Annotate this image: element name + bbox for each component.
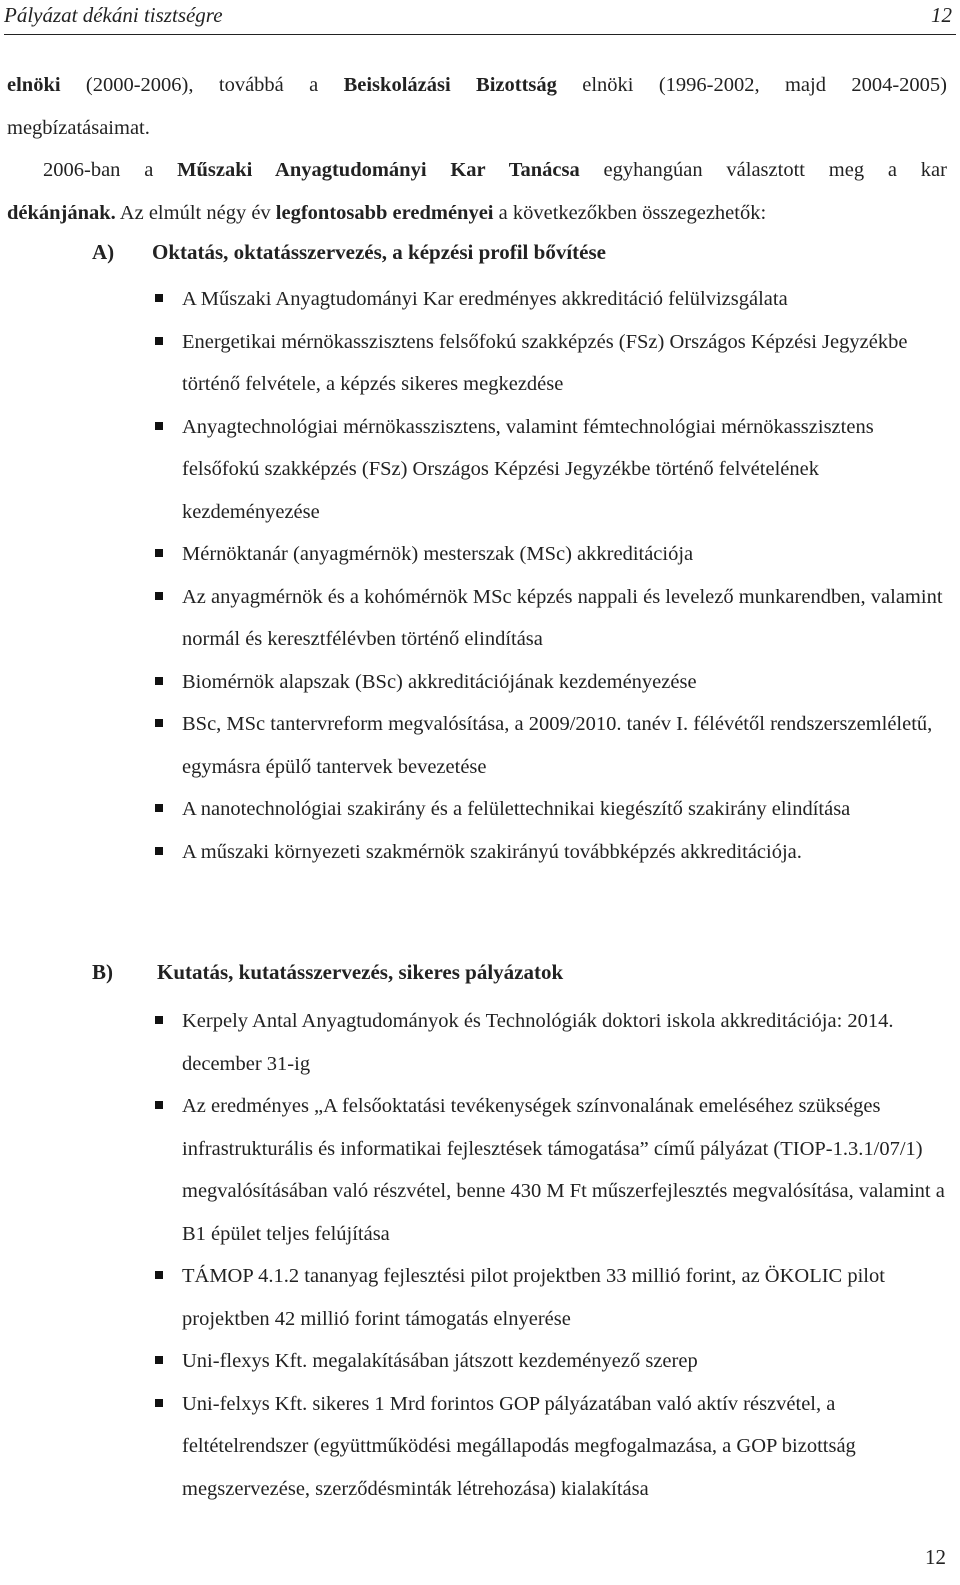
list-item-text: Energetikai mérnökasszisztens felsőfokú szakképzés (FSz) Országos Képzési Jegyzékbe történő felvétele, a képzés sikeres megkezdése [182, 330, 908, 395]
bullet-icon [155, 592, 163, 600]
bold-term: Műszaki Anyagtudományi Kar Tanácsa [177, 159, 580, 181]
list-item [152, 576, 952, 661]
bullet-icon [155, 1271, 163, 1279]
text-run: a következőkben összegezhetők: [493, 201, 767, 224]
footer-page-number: 12 [925, 1545, 946, 1569]
bold-term: legfontosabb eredményei [275, 201, 494, 224]
bold-term: Beiskolázási Bizottság [343, 74, 557, 96]
list-item-text: Biomérnök alapszak (BSc) akkreditációjának kezdeményezése [182, 670, 697, 693]
list-item-text: Anyagtechnológiai mérnökasszisztens, valamint fémtechnológiai mérnökasszisztens felsőfokú szakképzés (FSz) Országos Képzési Jegyzékbe történő felvételének kezdeményezése [182, 415, 874, 523]
list-item-text: A Műszaki Anyagtudományi Kar eredményes akkreditáció felülvizsgálata [182, 288, 788, 310]
bullet-icon [155, 847, 163, 855]
section-b-list [152, 1000, 952, 1510]
bullet-icon [155, 1356, 163, 1364]
list-item-text: Kerpely Antal Anyagtudományok és Technológiák doktori iskola akkreditációja: 2014. december 31-ig [182, 1010, 894, 1075]
intro-paragraph-1 [7, 64, 947, 149]
section-a-title: Oktatás, oktatásszervezés, a képzési profil bővítése [152, 240, 606, 264]
text-run: elnöki (1996-2002, majd 2004-2005) [556, 74, 947, 96]
section-a-list [152, 278, 952, 873]
list-item-text: A nanotechnológiai szakirány és a felülettechnikai kiegészítő szakirány elindítása [182, 798, 851, 820]
bullet-icon [155, 294, 163, 302]
intro-line [7, 149, 947, 192]
list-item-text: BSc, MSc tantervreform megvalósítása, a 2009/2010. tanév I. félévétől rendszerszemléletű, egymásra épülő tantervek bevezetése [182, 713, 933, 778]
bullet-icon [155, 719, 163, 727]
list-item [152, 1255, 952, 1340]
intro-line [7, 64, 947, 107]
list-item-text: A műszaki környezeti szakmérnök szakirányú továbbképzés akkreditációja. [182, 840, 802, 863]
list-item [152, 533, 952, 576]
intro-paragraph-2 [7, 149, 947, 234]
list-item-text: Az eredményes „A felsőoktatási tevékenységek színvonalának emeléséhez szükséges infrastrukturális és informatikai fejlesztések támogatása” című pályázat (TIOP-1.3.1/07/1) megvalósításában való részvétel, benne 430 M Ft műszerfejlesztés megvalósítása, valamint a B1 épület teljes felújítása [182, 1095, 945, 1245]
header-title: Pályázat dékáni tisztségre [4, 3, 223, 27]
section-b-title: Kutatás, kutatásszervezés, sikeres pályázatok [157, 960, 564, 984]
list-item [152, 1340, 952, 1383]
bold-term: elnöki [7, 74, 61, 96]
bullet-icon [155, 422, 163, 430]
running-header [4, 0, 956, 35]
list-item-text: TÁMOP 4.1.2 tananyag fejlesztési pilot projektben 33 millió forint, az ÖKOLIC pilot projektben 42 millió forint támogatás elnyerése [182, 1265, 885, 1330]
list-item [152, 1383, 952, 1511]
bullet-icon [155, 677, 163, 685]
list-item-text: Uni-felxys Kft. sikeres 1 Mrd forintos GOP pályázatában való aktív részvétel, a feltételrendszer (együttműködési megállapodás megfogalmazása, a GOP bizottság megszervezése, szerződésminták létrehozása) kialakítása [182, 1392, 856, 1500]
list-item-text: Az anyagmérnök és a kohómérnök MSc képzés nappali és levelező munkarendben, valamint normál és keresztfélévben történő elindítása [182, 585, 943, 650]
list-item [152, 1085, 952, 1255]
list-item-text: Uni-flexys Kft. megalakításában játszott kezdeményező szerep [182, 1350, 698, 1372]
bullet-icon [155, 337, 163, 345]
text-run: egyhangúan választott meg a kar [579, 159, 947, 181]
list-item [152, 703, 952, 788]
text-run: megbízatásaimat. [7, 116, 150, 139]
header-page-number: 12 [931, 3, 952, 27]
list-item [152, 788, 952, 831]
section-b-letter: B) [92, 960, 113, 984]
bullet-icon [155, 1016, 163, 1024]
bold-term: dékánjának. [7, 201, 116, 224]
bullet-icon [155, 1101, 163, 1109]
list-item [152, 661, 952, 704]
bullet-icon [155, 1399, 163, 1407]
list-item [152, 278, 952, 321]
text-run: 2006-ban a [43, 159, 178, 181]
list-item [152, 831, 952, 874]
text-run: (2000-2006), továbbá a [60, 74, 344, 96]
list-item [152, 406, 952, 534]
bullet-icon [155, 804, 163, 812]
section-a-letter: A) [92, 240, 115, 264]
list-item [152, 1000, 952, 1085]
list-item-text: Mérnöktanár (anyagmérnök) mesterszak (MSc) akkreditációja [182, 543, 694, 565]
text-run: Az elmúlt négy év [115, 201, 276, 224]
list-item [152, 321, 952, 406]
bullet-icon [155, 549, 163, 557]
